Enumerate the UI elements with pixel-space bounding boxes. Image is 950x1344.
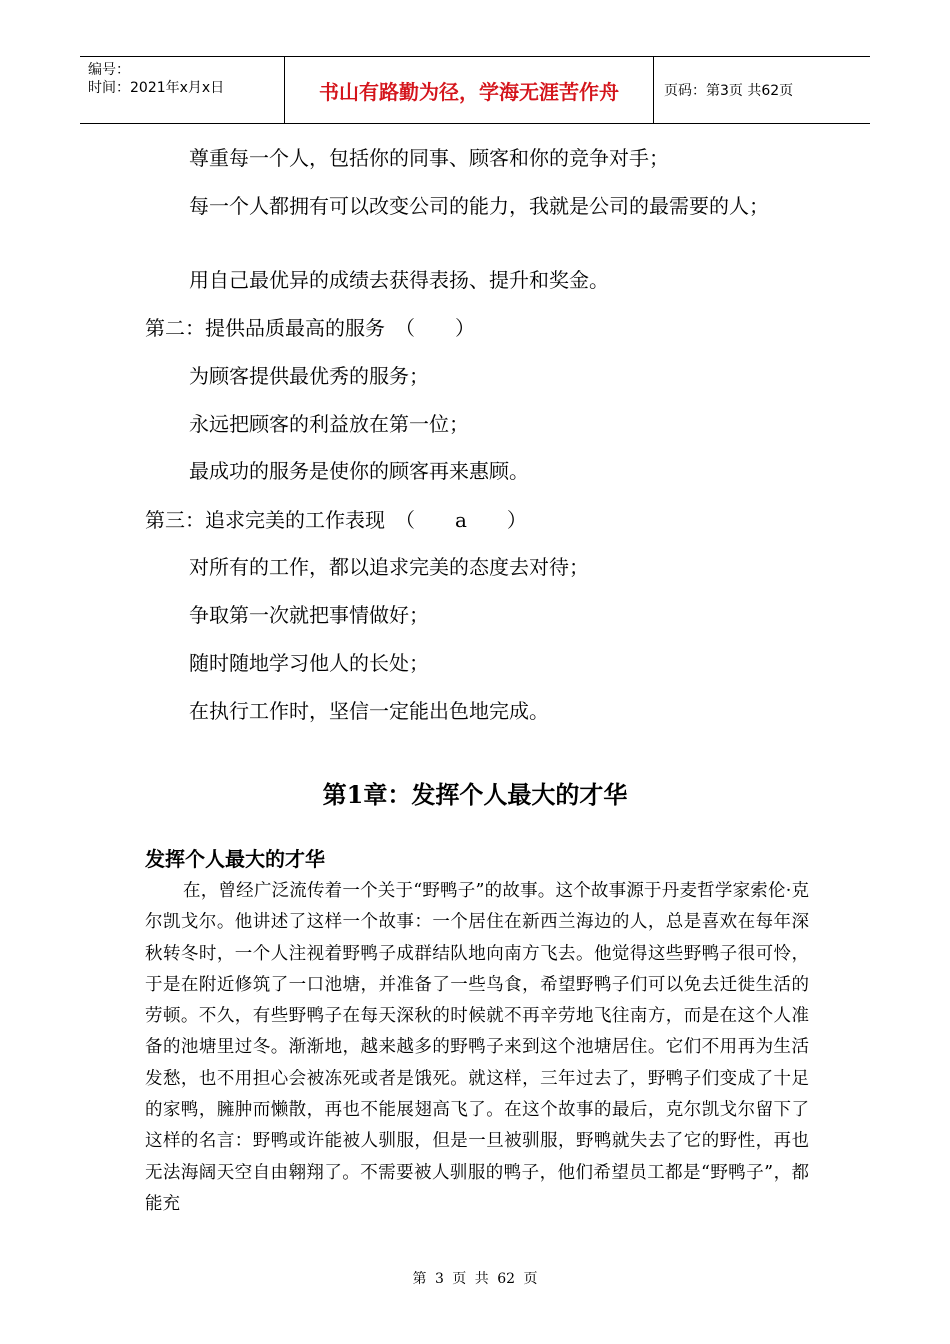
header-meta [80,57,284,123]
body-line: 永远把顾客的利益放在第一位； [189,412,469,436]
body-line: 最成功的服务是使你的顾客再来惠顾。 [189,459,529,483]
header-motto: 书山有路勤为径，学海无涯苦作舟 [284,57,654,123]
chapter-title: 第1章：发挥个人最大的才华 [322,780,628,809]
body-line: 争取第一次就把事情做好； [189,603,429,627]
item-title: 第三：追求完美的工作表现 （ a ） [145,508,527,532]
body-line: 尊重每一个人，包括你的同事、顾客和你的竞争对手； [189,146,669,170]
body-line: 随时随地学习他人的长处； [189,651,429,675]
header-page-code: 页码：第3页 共62页 [664,83,794,99]
body-line: 对所有的工作，都以追求完美的态度去对待； [189,555,589,579]
body-line: 在执行工作时，坚信一定能出色地完成。 [189,699,549,723]
section-title: 发挥个人最大的才华 [145,847,325,871]
body-line: 用自己最优异的成绩去获得表扬、提升和奖金。 [189,268,609,292]
item-title: 第二：提供品质最高的服务 （ ） [145,316,475,340]
date-label: 时间：2021年x月x日 [88,80,225,96]
page-header [80,56,870,124]
story-paragraph: 在，曾经广泛流传着一个关于“野鸭子”的故事。这个故事源于丹麦哲学家索伦·克尔凯戈尔。他讲述了这样一个故事：一个居住在新西兰海边的人，总是喜欢在每年深秋转冬时，一个人注视着野鸭子成群结队地向南方飞去。他觉得这些野鸭子很可怜，于是在附近修筑了一口池塘，并准备了一些鸟食，希望野鸭子们可以免去迁徙生活的劳顿。不久，有些野鸭子在每天深秋的时候就不再辛劳地飞往南方，而是在这个人准备的池塘里过冬。渐渐地，越来越多的野鸭子来到这个池塘居住。它们不用再为生活发愁，也不用担心会被冻死或者是饿死。就这样，三年过去了，野鸭子们变成了十足的家鸭，臃肿而懒散，再也不能展翅高飞了。在这个故事的最后，克尔凯戈尔留下了这样的名言：野鸭或许能被人驯服，但是一旦被驯服，野鸭就失去了它的野性，再也无法海阔天空自由翱翔了。不需要被人驯服的鸭子，他们希望员工都是“野鸭子”，都能充 [145,881,809,1214]
body-line-wrapped: 每一个人都拥有可以改变公司的能力，我就是公司的最需要的人； [189,194,769,218]
number-label: 编号： [88,62,130,78]
body-line: 为顾客提供最优秀的服务； [189,364,429,388]
page-footer: 第 3 页 共 62 页 [412,1271,538,1287]
